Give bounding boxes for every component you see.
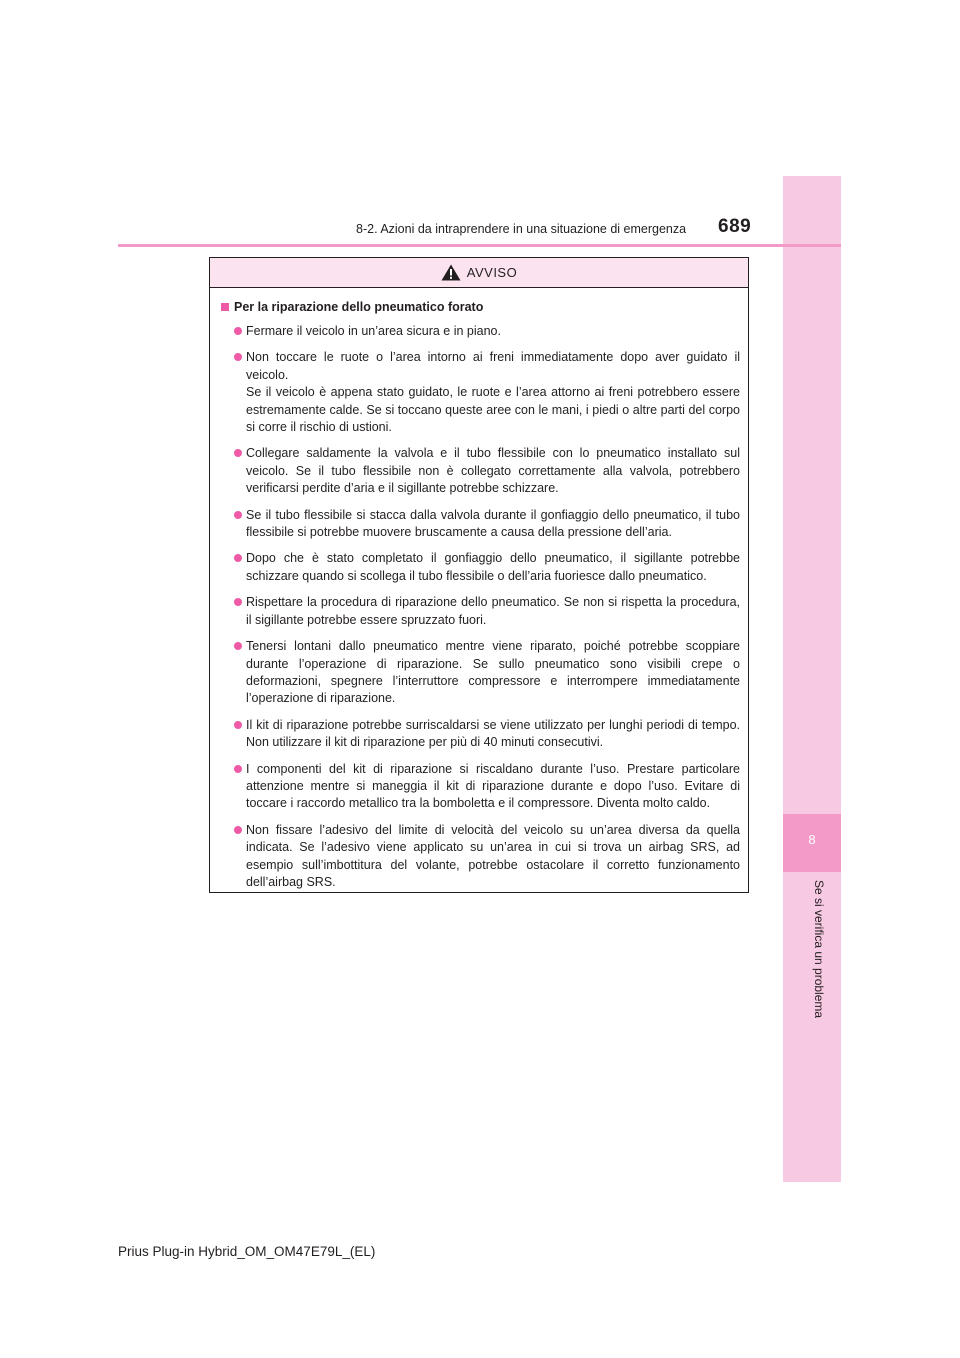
bullet-icon — [234, 721, 242, 729]
list-item — [221, 822, 740, 892]
list-item-text: Se il tubo flessibile si stacca dalla valvola durante il gonfiaggio dello pneumatico, il tubo flessibile si potrebbe muovere bruscamente a causa della pressione dell’aria. — [246, 507, 740, 540]
warning-subheading — [221, 300, 740, 314]
list-item — [221, 507, 740, 542]
list-item — [221, 349, 740, 436]
page-number: 689 — [718, 216, 752, 237]
list-item — [221, 550, 740, 585]
warning-label: AVVISO — [466, 265, 518, 280]
list-item-text: Il kit di riparazione potrebbe surriscaldarsi se viene utilizzato per lunghi periodi di tempo. Non utilizzare il kit di riparazione per più di 40 minuti consecutivi. — [246, 717, 740, 750]
bullet-icon — [234, 826, 242, 834]
list-item — [221, 323, 740, 340]
list-item-text: Fermare il veicolo in un’area sicura e in piano. — [246, 324, 501, 338]
list-item — [221, 445, 740, 497]
list-item — [221, 717, 740, 752]
warning-header — [210, 258, 748, 288]
list-item-text: Dopo che è stato completato il gonfiaggio dello pneumatico, il sigillante potrebbe schizzare quando si scollega il tubo flessibile o dell’aria fuoriesce dallo pneumatico. — [246, 551, 740, 583]
list-item-text: Tenersi lontani dallo pneumatico mentre viene riparato, poiché potrebbe scoppiare durante l’operazione di riparazione. Se sullo pneumatico sono visibili crepe o deformazioni, spegnere l’interruttore compressore e interrompere immediatamente l’operazione di riparazione. — [246, 639, 740, 706]
footer-model-code: Prius Plug-in Hybrid_OM_OM47E79L_(EL) — [118, 1244, 376, 1259]
bullet-icon — [234, 511, 242, 519]
bullet-icon — [234, 353, 242, 361]
bullet-icon — [234, 554, 242, 562]
square-bullet-icon — [221, 303, 229, 311]
chapter-side-tab — [783, 176, 841, 1182]
header-rule — [118, 244, 841, 247]
chapter-title: Se si verifica un problema — [812, 880, 826, 1019]
list-item-text: Rispettare la procedura di riparazione dello pneumatico. Se non si rispetta la procedura, il sigillante potrebbe essere spruzzato fuori. — [246, 595, 740, 627]
bullet-icon — [234, 598, 242, 606]
bullet-icon — [234, 449, 242, 457]
chapter-number: 8 — [808, 832, 816, 847]
list-item-text: Collegare saldamente la valvola e il tubo flessibile con lo pneumatico installato sul veicolo. Se il tubo flessibile non è collegato correttamente alla valvola, potrebbero verificarsi perdite d’aria e il sigillante potrebbe schizzare. — [246, 446, 740, 496]
warning-body — [210, 288, 748, 891]
bullet-icon — [234, 765, 242, 773]
list-item — [221, 594, 740, 629]
warning-subheading-text: Per la riparazione dello pneumatico forato — [234, 300, 484, 314]
bullet-icon — [234, 327, 242, 335]
list-item-text: I componenti del kit di riparazione si riscaldano durante l’uso. Prestare particolare attenzione mentre si maneggia il kit di riparazione durante e dopo l’uso. Evitare di toccare i raccordo metallico tra la bomboletta e il compressore. Diventa molto caldo. — [246, 761, 740, 811]
warning-triangle-icon — [441, 264, 461, 281]
section-title: 8-2. Azioni da intraprendere in una situazione di emergenza — [356, 222, 687, 236]
list-item-text: Non fissare l’adesivo del limite di velocità del veicolo su un’area diversa da quella indicata. Se l’adesivo viene applicato su un’area in cui si trova un airbag SRS, ad esempio sull’imbottitura del volante, potrebbe ostacolare il corretto funzionamento dell’airbag SRS. — [246, 822, 740, 889]
list-item-text: Non toccare le ruote o l’area intorno ai freni immediatamente dopo aver guidato il veicolo. Se il veicolo è appena stato guidato, le ruote e l’area attorno ai freni potrebbero essere estremamente calde. Se si toccano queste aree con le mani, i piedi o altre parti del corpo si corre il rischio di ustioni. — [246, 350, 740, 435]
warning-box — [209, 257, 749, 893]
list-item — [221, 761, 740, 813]
list-item — [221, 638, 740, 708]
bullet-icon — [234, 642, 242, 650]
